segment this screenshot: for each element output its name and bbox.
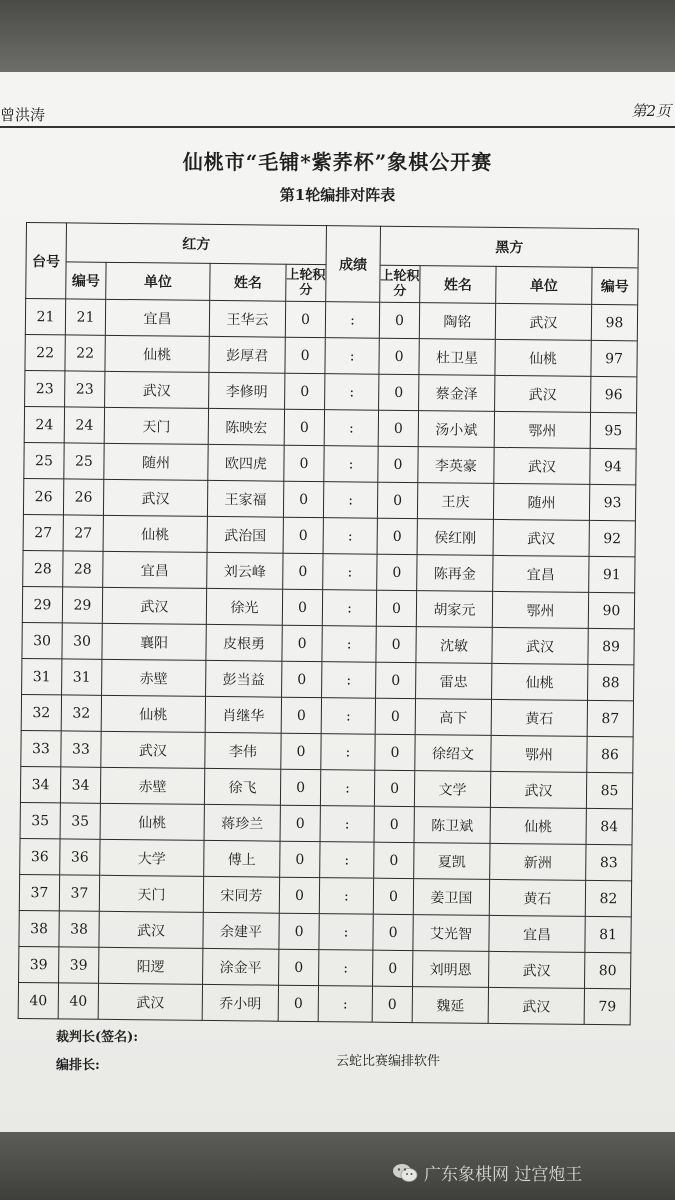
arranger-label: 编排长: <box>56 1058 100 1073</box>
table-row <box>18 982 630 1024</box>
col-red-no: 编号 <box>66 262 106 299</box>
cell-black-unit: 黄石 <box>491 699 587 736</box>
cell-result: : <box>322 626 376 663</box>
referee-signature-label: 裁判长(签名): <box>56 1030 139 1045</box>
cell-red-no: 30 <box>62 623 102 659</box>
cell-red-unit: 武汉 <box>103 479 207 516</box>
cell-black-no: 93 <box>589 484 635 520</box>
cell-black-name: 王庆 <box>417 483 493 520</box>
col-red-prev: 上轮积分 <box>286 264 326 301</box>
cell-result: : <box>318 986 372 1023</box>
cell-result: : <box>319 878 373 915</box>
cell-red-name: 王家福 <box>207 480 283 517</box>
cell-table-no: 25 <box>24 442 64 478</box>
cell-table-no: 37 <box>19 874 59 910</box>
cell-black-no: 85 <box>586 772 632 808</box>
cell-red-unit: 襄阳 <box>102 623 206 660</box>
cell-result: : <box>324 410 378 447</box>
cell-black-prev: 0 <box>376 626 416 662</box>
cell-result: : <box>323 482 377 519</box>
cell-red-no: 39 <box>59 947 99 983</box>
cell-black-unit: 仙桃 <box>492 663 588 700</box>
cell-black-no: 95 <box>590 412 636 448</box>
cell-red-prev: 0 <box>285 337 325 373</box>
cell-red-prev: 0 <box>280 769 320 805</box>
cell-red-no: 29 <box>62 587 102 623</box>
cell-red-no: 28 <box>63 551 103 587</box>
cell-black-unit: 宜昌 <box>493 555 589 592</box>
cell-black-no: 89 <box>588 628 634 664</box>
cell-black-prev: 0 <box>374 770 414 806</box>
cell-black-no: 86 <box>587 736 633 772</box>
cell-black-unit: 鄂州 <box>494 411 590 448</box>
cell-red-name: 涂金平 <box>203 948 279 985</box>
cell-black-name: 杜卫星 <box>419 339 495 376</box>
header-rule <box>0 126 675 128</box>
cell-black-prev: 0 <box>375 734 415 770</box>
cell-table-no: 21 <box>25 299 65 335</box>
cell-table-no: 38 <box>19 910 59 946</box>
cell-black-prev: 0 <box>377 482 417 518</box>
col-red-unit: 单位 <box>106 262 210 300</box>
cell-black-prev: 0 <box>379 302 419 338</box>
cell-red-name: 皮根勇 <box>206 624 282 661</box>
cell-result: : <box>323 518 377 555</box>
col-black-no: 编号 <box>592 267 638 304</box>
cell-black-prev: 0 <box>377 554 417 590</box>
cell-black-prev: 0 <box>379 338 419 374</box>
cell-red-name: 武治国 <box>207 516 283 553</box>
cell-black-prev: 0 <box>374 806 414 842</box>
cell-red-unit: 仙桃 <box>101 695 205 732</box>
page-number: 第2页 <box>631 102 671 120</box>
cell-black-unit: 武汉 <box>493 519 589 556</box>
cell-red-unit: 赤壁 <box>100 767 204 804</box>
cell-result: : <box>321 698 375 735</box>
cell-black-name: 陈再金 <box>417 555 493 592</box>
cell-table-no: 24 <box>24 406 64 442</box>
cell-red-prev: 0 <box>279 913 319 949</box>
cell-black-name: 高下 <box>415 699 491 736</box>
pairing-table <box>18 222 639 1025</box>
cell-black-prev: 0 <box>376 662 416 698</box>
cell-black-unit: 仙桃 <box>495 339 591 376</box>
cell-black-name: 蔡金泽 <box>419 375 495 412</box>
cell-table-no: 33 <box>21 730 61 766</box>
cell-result: : <box>322 590 376 627</box>
cell-black-name: 沈敏 <box>416 627 492 664</box>
cell-black-no: 98 <box>591 304 637 340</box>
cell-table-no: 40 <box>18 982 58 1018</box>
col-red-group: 红方 <box>66 223 326 265</box>
cell-red-prev: 0 <box>280 841 320 877</box>
cell-red-name: 李修明 <box>209 372 285 409</box>
cell-black-unit: 宜昌 <box>489 915 585 952</box>
cell-table-no: 26 <box>23 478 63 514</box>
cell-black-unit: 仙桃 <box>490 807 586 844</box>
cell-red-prev: 0 <box>283 481 323 517</box>
cell-table-no: 29 <box>22 586 62 622</box>
cell-black-no: 80 <box>585 952 631 988</box>
cell-black-unit: 武汉 <box>488 987 584 1024</box>
document-subtitle: 第1轮编排对阵表 <box>279 186 396 204</box>
cell-black-name: 李英豪 <box>418 447 494 484</box>
cell-black-name: 艾光智 <box>413 915 489 952</box>
cell-black-no: 91 <box>589 556 635 592</box>
cell-result: : <box>320 806 374 843</box>
cell-black-unit: 随州 <box>493 483 589 520</box>
cell-black-name: 雷忠 <box>416 663 492 700</box>
cell-red-prev: 0 <box>285 373 325 409</box>
cell-red-no: 38 <box>59 911 99 947</box>
cell-red-unit: 武汉 <box>98 983 202 1020</box>
cell-result: : <box>321 734 375 771</box>
cell-red-no: 27 <box>63 515 103 551</box>
cell-red-prev: 0 <box>279 877 319 913</box>
cell-red-prev: 0 <box>281 697 321 733</box>
cell-red-name: 李伟 <box>205 732 281 769</box>
cell-red-name: 欧四虎 <box>208 444 284 481</box>
cell-black-unit: 武汉 <box>489 951 585 988</box>
cell-black-prev: 0 <box>377 518 417 554</box>
software-credit: 云蛇比赛编排软件 <box>336 1054 441 1069</box>
cell-result: : <box>325 302 379 339</box>
cell-red-prev: 0 <box>281 733 321 769</box>
cell-black-prev: 0 <box>379 374 419 410</box>
cell-black-unit: 黄石 <box>489 879 585 916</box>
cell-black-name: 胡家元 <box>416 591 492 628</box>
cell-result: : <box>325 374 379 411</box>
cell-black-prev: 0 <box>375 698 415 734</box>
cell-table-no: 27 <box>23 514 63 550</box>
watermark-text: 广东象棋网 过宫炮王 <box>424 1165 583 1185</box>
cell-black-unit: 鄂州 <box>491 735 587 772</box>
cell-black-no: 97 <box>591 340 637 376</box>
cell-black-unit: 武汉 <box>492 627 588 664</box>
cell-black-name: 文学 <box>414 771 490 808</box>
cell-red-no: 24 <box>64 407 104 443</box>
cell-red-prev: 0 <box>285 301 325 337</box>
cell-red-no: 40 <box>58 983 98 1019</box>
cell-red-prev: 0 <box>282 589 322 625</box>
pairing-rows <box>18 299 638 1025</box>
cell-red-name: 肖继华 <box>205 696 281 733</box>
cell-red-name: 宋同芳 <box>203 876 279 913</box>
cell-red-unit: 仙桃 <box>100 803 204 840</box>
col-black-group: 黑方 <box>380 226 638 268</box>
cell-red-prev: 0 <box>279 949 319 985</box>
header-left-text: 曾洪涛 <box>0 106 46 124</box>
background-top <box>0 0 675 72</box>
cell-black-prev: 0 <box>373 950 413 986</box>
cell-black-name: 陶铭 <box>419 303 495 340</box>
cell-black-prev: 0 <box>373 878 413 914</box>
cell-red-prev: 0 <box>282 661 322 697</box>
cell-red-name: 陈映宏 <box>208 408 284 445</box>
cell-red-name: 蒋珍兰 <box>204 804 280 841</box>
cell-black-prev: 0 <box>374 842 414 878</box>
cell-red-unit: 仙桃 <box>105 335 209 372</box>
cell-red-unit: 仙桃 <box>103 515 207 552</box>
cell-red-unit: 武汉 <box>105 371 209 408</box>
cell-table-no: 23 <box>25 370 65 406</box>
cell-result: : <box>319 914 373 951</box>
cell-red-name: 傅上 <box>204 840 280 877</box>
cell-red-unit: 大学 <box>100 839 204 876</box>
cell-red-prev: 0 <box>284 445 324 481</box>
cell-black-no: 87 <box>587 700 633 736</box>
cell-black-unit: 武汉 <box>495 375 591 412</box>
cell-red-name: 刘云峰 <box>207 552 283 589</box>
cell-black-name: 刘明恩 <box>413 951 489 988</box>
cell-black-no: 81 <box>585 916 631 952</box>
cell-black-no: 94 <box>590 448 636 484</box>
cell-red-no: 33 <box>61 731 101 767</box>
cell-red-prev: 0 <box>283 517 323 553</box>
cell-red-no: 32 <box>61 695 101 731</box>
cell-red-unit: 随州 <box>104 443 208 480</box>
cell-result: : <box>322 662 376 699</box>
cell-red-prev: 0 <box>280 805 320 841</box>
cell-red-no: 21 <box>65 299 105 335</box>
cell-black-unit: 武汉 <box>490 771 586 808</box>
cell-red-prev: 0 <box>283 553 323 589</box>
cell-result: : <box>320 842 374 879</box>
cell-black-unit: 武汉 <box>494 447 590 484</box>
document-title: 仙桃市“毛铺*紫荞杯”象棋公开赛 <box>182 150 493 174</box>
cell-red-no: 35 <box>60 803 100 839</box>
cell-red-name: 乔小明 <box>202 984 278 1021</box>
watermark <box>392 1160 582 1185</box>
cell-black-prev: 0 <box>376 590 416 626</box>
col-black-name: 姓名 <box>420 266 496 304</box>
cell-black-no: 92 <box>589 520 635 556</box>
cell-red-unit: 天门 <box>104 407 208 444</box>
cell-result: : <box>320 770 374 807</box>
cell-red-name: 王华云 <box>209 300 285 337</box>
col-result: 成绩 <box>326 226 381 303</box>
cell-black-name: 姜卫国 <box>413 879 489 916</box>
cell-red-unit: 武汉 <box>102 587 206 624</box>
cell-red-no: 34 <box>60 767 100 803</box>
cell-table-no: 34 <box>20 766 60 802</box>
cell-red-unit: 武汉 <box>101 731 205 768</box>
cell-red-unit: 宜昌 <box>105 299 209 336</box>
cell-black-unit: 武汉 <box>495 303 591 340</box>
cell-black-name: 徐绍文 <box>415 735 491 772</box>
cell-red-prev: 0 <box>284 409 324 445</box>
cell-table-no: 28 <box>23 550 63 586</box>
cell-black-no: 84 <box>586 808 632 844</box>
cell-black-no: 88 <box>588 664 634 700</box>
cell-result: : <box>325 338 379 375</box>
cell-red-unit: 赤壁 <box>102 659 206 696</box>
cell-black-no: 96 <box>591 376 637 412</box>
cell-black-unit: 新洲 <box>490 843 586 880</box>
cell-red-name: 徐飞 <box>204 768 280 805</box>
cell-table-no: 35 <box>20 802 60 838</box>
cell-table-no: 39 <box>19 946 59 982</box>
cell-red-name: 余建平 <box>203 912 279 949</box>
cell-black-prev: 0 <box>378 410 418 446</box>
wechat-icon <box>392 1163 418 1183</box>
cell-red-name: 彭当益 <box>206 660 282 697</box>
cell-red-no: 37 <box>59 875 99 911</box>
cell-result: : <box>319 950 373 987</box>
cell-red-prev: 0 <box>282 625 322 661</box>
cell-red-unit: 阳逻 <box>99 947 203 984</box>
cell-red-unit: 武汉 <box>99 911 203 948</box>
cell-result: : <box>323 554 377 591</box>
cell-black-prev: 0 <box>378 446 418 482</box>
cell-black-name: 陈卫斌 <box>414 807 490 844</box>
col-black-unit: 单位 <box>496 266 592 304</box>
col-table-no: 台号 <box>26 223 67 299</box>
cell-table-no: 36 <box>20 838 60 874</box>
cell-red-no: 26 <box>63 479 103 515</box>
cell-red-no: 25 <box>64 443 104 479</box>
cell-red-no: 22 <box>65 335 105 371</box>
cell-black-prev: 0 <box>372 986 412 1022</box>
cell-table-no: 31 <box>22 658 62 694</box>
col-red-name: 姓名 <box>210 263 286 301</box>
cell-red-unit: 天门 <box>99 875 203 912</box>
col-black-prev: 上轮积分 <box>380 265 420 302</box>
cell-black-name: 夏凯 <box>414 843 490 880</box>
cell-black-unit: 鄂州 <box>492 591 588 628</box>
cell-red-name: 徐光 <box>206 588 282 625</box>
cell-table-no: 30 <box>22 622 62 658</box>
cell-black-prev: 0 <box>373 914 413 950</box>
cell-red-name: 彭厚君 <box>209 336 285 373</box>
cell-black-name: 汤小斌 <box>418 411 494 448</box>
cell-black-no: 83 <box>586 844 632 880</box>
cell-red-no: 23 <box>65 371 105 407</box>
cell-red-no: 36 <box>60 839 100 875</box>
cell-red-prev: 0 <box>278 985 318 1021</box>
cell-black-no: 79 <box>584 988 630 1024</box>
cell-black-name: 侯红刚 <box>417 519 493 556</box>
cell-result: : <box>324 446 378 483</box>
cell-black-name: 魏延 <box>412 987 488 1024</box>
cell-black-no: 90 <box>588 592 634 628</box>
cell-black-no: 82 <box>585 880 631 916</box>
cell-table-no: 32 <box>21 694 61 730</box>
cell-red-no: 31 <box>62 659 102 695</box>
cell-table-no: 22 <box>25 334 65 370</box>
cell-red-unit: 宜昌 <box>103 551 207 588</box>
